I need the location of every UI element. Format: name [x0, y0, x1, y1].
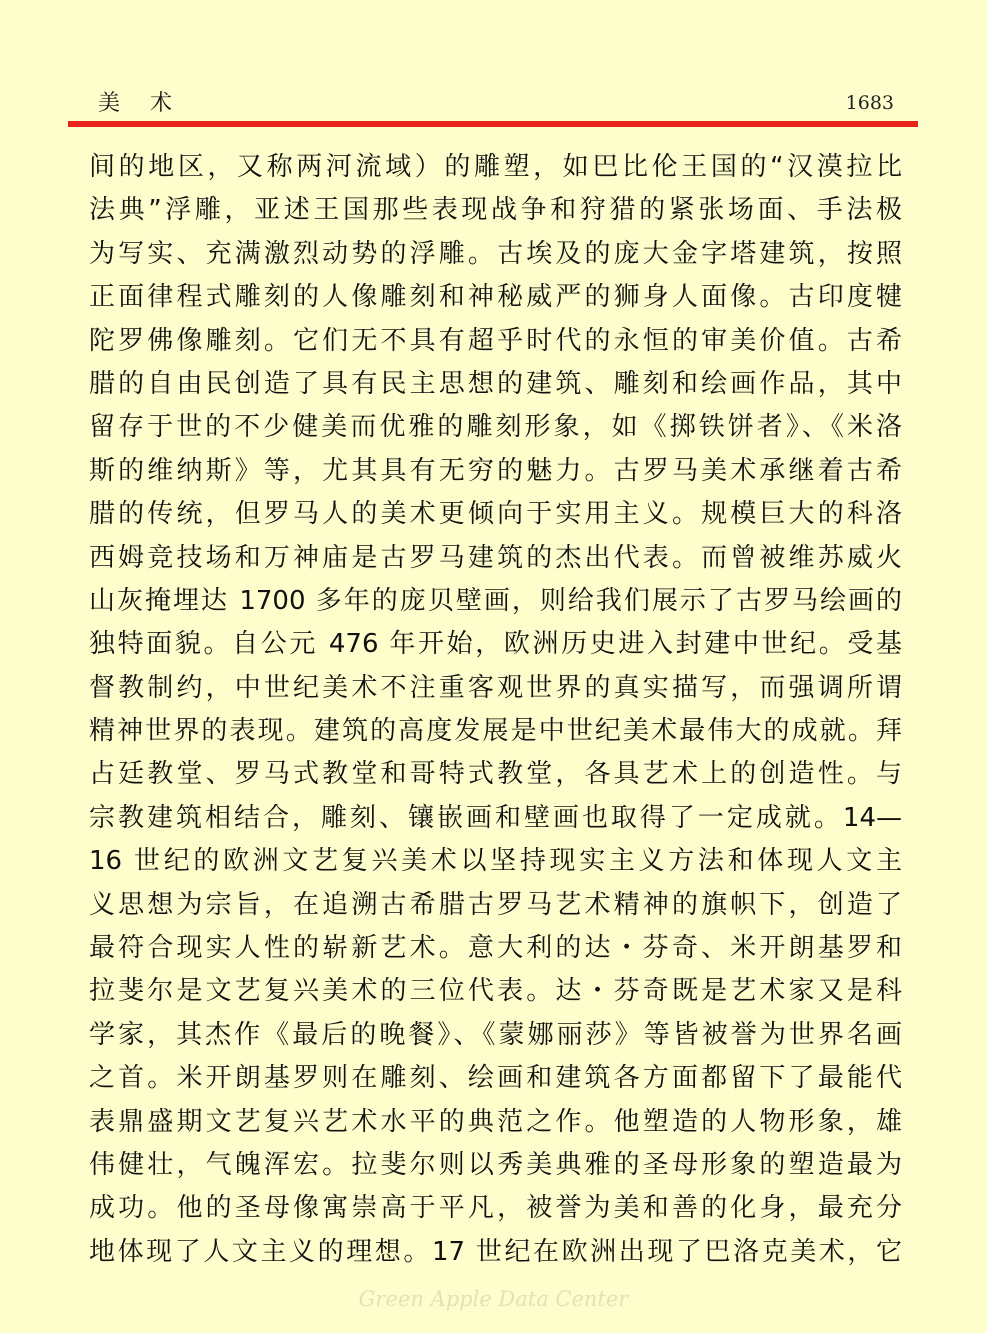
body-text — [89, 146, 902, 1274]
section-title: 美术 — [98, 91, 203, 116]
page-number: 1683 — [845, 92, 894, 114]
text-line: 山灰掩埋达 1700 多年的庞贝壁画，则给我们展示了古罗马绘画的 — [89, 585, 902, 616]
header-rule — [68, 121, 918, 127]
text-line: 学家，其杰作《最后的晚餐》、《蒙娜丽莎》等皆被誉为世界名画 — [89, 1019, 902, 1050]
text-line: 留存于世的不少健美而优雅的雕刻形象，如《掷铁饼者》、《米洛 — [89, 412, 902, 443]
text-line: 陀罗佛像雕刻。它们无不具有超乎时代的永恒的审美价值。古希 — [89, 325, 902, 356]
text-line: 腊的自由民创造了具有民主思想的建筑、雕刻和绘画作品，其中 — [89, 368, 902, 399]
text-line: 占廷教堂、罗马式教堂和哥特式教堂，各具艺术上的创造性。与 — [89, 759, 902, 790]
text-line: 最符合现实人性的崭新艺术。意大利的达・芬奇、米开朗基罗和 — [89, 933, 902, 964]
text-line: 16 世纪的欧洲文艺复兴美术以坚持现实主义方法和体现人文主 — [89, 846, 902, 877]
text-line: 独特面貌。自公元 476 年开始，欧洲历史进入封建中世纪。受基 — [89, 629, 902, 660]
text-line: 宗教建筑相结合，雕刻、镶嵌画和壁画也取得了一定成就。14— — [89, 802, 902, 833]
text-line: 成功。他的圣母像寓崇高于平凡，被誉为美和善的化身，最充分 — [89, 1193, 902, 1224]
watermark: Green Apple Data Center — [358, 1287, 629, 1311]
text-line: 之首。米开朗基罗则在雕刻、绘画和建筑各方面都留下了最能代 — [89, 1063, 902, 1094]
text-line: 腊的传统，但罗马人的美术更倾向于实用主义。规模巨大的科洛 — [89, 499, 902, 530]
text-line: 正面律程式雕刻的人像雕刻和神秘威严的狮身人面像。古印度犍 — [89, 282, 902, 313]
text-line: 督教制约，中世纪美术不注重客观世界的真实描写，而强调所谓 — [89, 672, 902, 703]
text-line: 法典”浮雕，亚述王国那些表现战争和狩猎的紧张场面、手法极 — [89, 195, 902, 226]
text-line: 西姆竞技场和万神庙是古罗马建筑的杰出代表。而曾被维苏威火 — [89, 542, 902, 573]
text-line: 地体现了人文主义的理想。17 世纪在欧洲出现了巴洛克美术，它 — [89, 1236, 902, 1267]
text-line: 斯的维纳斯》等，尤其具有无穷的魅力。古罗马美术承继着古希 — [89, 455, 902, 486]
text-line: 伟健壮，气魄浑宏。拉斐尔则以秀美典雅的圣母形象的塑造最为 — [89, 1149, 902, 1180]
text-line: 拉斐尔是文艺复兴美术的三位代表。达・芬奇既是艺术家又是科 — [89, 976, 902, 1007]
text-line: 间的地区，又称两河流域）的雕塑，如巴比伦王国的“汉漠拉比 — [89, 152, 902, 182]
text-line: 表鼎盛期文艺复兴艺术水平的典范之作。他塑造的人物形象，雄 — [89, 1106, 902, 1137]
text-line: 为写实、充满激烈动势的浮雕。古埃及的庞大金字塔建筑，按照 — [89, 238, 902, 269]
text-line: 义思想为宗旨，在追溯古希腊古罗马艺术精神的旗帜下，创造了 — [89, 889, 902, 920]
text-line: 精神世界的表现。建筑的高度发展是中世纪美术最伟大的成就。拜 — [89, 716, 902, 747]
